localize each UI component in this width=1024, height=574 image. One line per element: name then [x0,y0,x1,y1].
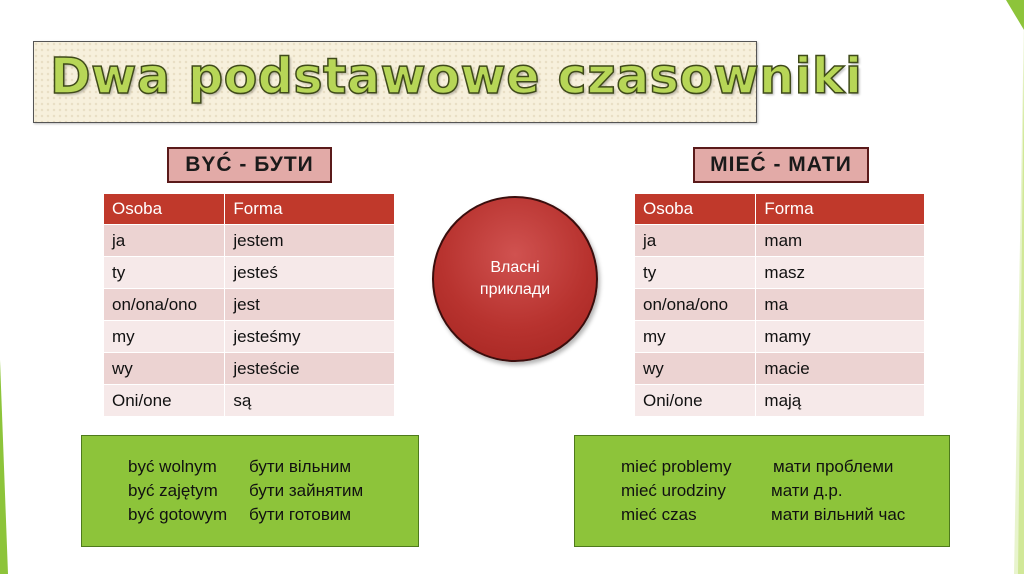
form-cell: jesteśmy [225,321,395,353]
table-row [104,225,395,257]
example-row [575,455,949,479]
example-row [82,479,418,503]
example-ukrainian: бути зайнятим [249,481,364,500]
person-cell: Oni/one [104,385,225,417]
green-triangle-decoration [984,0,1024,574]
table-row [635,289,925,321]
form-cell: mam [756,225,925,257]
example-polish: mieć czas [621,505,697,524]
example-row [575,479,949,503]
verb-label-miec: MIEĆ - МАТИ [693,147,869,183]
examples-box-byc [81,435,419,547]
example-row [82,455,418,479]
circle-text-line2: приклади [479,281,551,298]
example-ukrainian: бути готовим [249,505,352,524]
example-row [82,503,418,527]
person-cell: ja [635,225,756,257]
column-header-forma: Forma [756,194,925,225]
example-polish: być gotowym [128,505,228,524]
table-header-row [104,194,395,225]
table-row [635,353,925,385]
example-ukrainian: бути вільним [249,457,352,476]
form-cell: masz [756,257,925,289]
table-row [104,289,395,321]
conjugation-table-miec [635,194,925,416]
title-box [33,41,863,123]
conjugation-table-byc [104,194,395,416]
person-cell: my [104,321,225,353]
slide-title: Dwa podstawowe czasowniki [50,48,863,105]
example-ukrainian: мати проблеми [773,457,894,476]
circle-text-line1: Власні [490,259,540,276]
person-cell: ja [104,225,225,257]
person-cell: my [635,321,756,353]
column-header-forma: Forma [225,194,395,225]
table-row [104,353,395,385]
examples-box-miec [574,435,950,547]
example-polish: mieć urodziny [621,481,726,500]
form-cell: są [225,385,395,417]
example-polish: mieć problemy [621,457,732,476]
table-row [635,225,925,257]
person-cell: wy [635,353,756,385]
person-cell: wy [104,353,225,385]
example-ukrainian: мати вільний час [771,505,906,524]
table-row [104,257,395,289]
form-cell: jest [225,289,395,321]
table-row [635,321,925,353]
person-cell: ty [104,257,225,289]
form-cell: macie [756,353,925,385]
verb-label-byc: BYĆ - БУТИ [167,147,332,183]
form-cell: ma [756,289,925,321]
green-strip-decoration [0,360,14,574]
table-row [104,321,395,353]
column-header-osoba: Osoba [635,194,756,225]
person-cell: Oni/one [635,385,756,417]
form-cell: mamy [756,321,925,353]
table-row [635,257,925,289]
person-cell: on/ona/ono [104,289,225,321]
form-cell: jestem [225,225,395,257]
form-cell: jesteś [225,257,395,289]
example-polish: być wolnym [128,457,217,476]
person-cell: on/ona/ono [635,289,756,321]
form-cell: mają [756,385,925,417]
example-polish: być zajętym [128,481,218,500]
table-row [635,385,925,417]
form-cell: jesteście [225,353,395,385]
example-row [575,503,949,527]
example-ukrainian: мати д.р. [771,481,843,500]
person-cell: ty [635,257,756,289]
own-examples-circle [432,196,598,362]
table-row [104,385,395,417]
column-header-osoba: Osoba [104,194,225,225]
table-header-row [635,194,925,225]
